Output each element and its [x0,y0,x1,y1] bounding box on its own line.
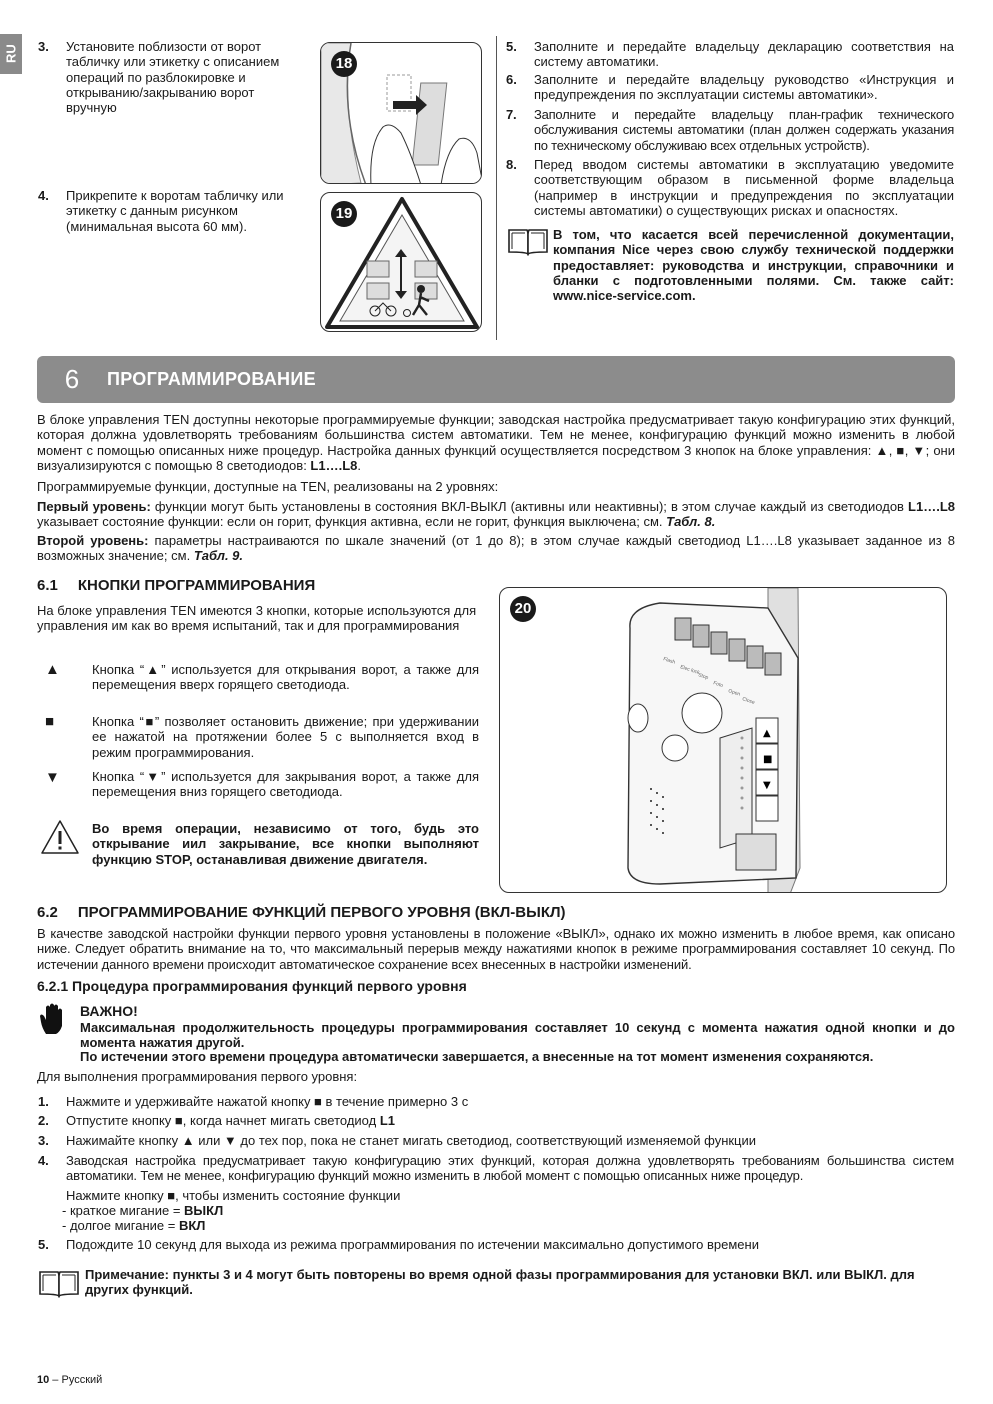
stop-warning: Во время операции, независимо от того, будь это открывание иил закрывание, все кнопки выполняют функцию STOP, останавливая движение двигателя. [92,821,479,867]
heading-6-2-1: 6.2.1 Процедура программирования функций первого уровня [37,978,467,994]
figure-number-19: 19 [331,201,357,227]
figure-number-18: 18 [331,51,357,77]
stop-square-icon: ■ [45,713,55,730]
button-down-description: Кнопка “▼” используется для закрывания ворот, а также для перемещения вниз горящего светодиода. [92,769,479,800]
short-blink-line: - краткое мигание = ВЫКЛ [62,1203,224,1218]
first-level-paragraph: Первый уровень: функции могут быть установлены в состояния ВКЛ-ВЫКЛ (активны или неактивны); в этом случае каждый из светодиодов L1….L8 указывает состояние функции: если он горит, функция активна, если не горит, функция выключена; см. Табл. 8. [37,499,955,530]
second-level-paragraph: Второй уровень: параметры настраиваются по шкале значений (от 1 до 8); в этом случае каждый светодиод L1….L8 указывает заданное из 8 возможных значение; см. Табл. 9. [37,533,955,564]
step-2: 2. Отпустите кнопку ■, когда начнет мигать светодиод L1 [38,1113,395,1128]
important-label: ВАЖНО! [80,1003,138,1019]
book-icon [38,1268,80,1298]
page-footer: 10 – Русский [37,1374,103,1386]
svg-text:Elec lock: Elec lock [679,664,701,677]
control-unit-illustration [500,588,947,893]
svg-text:Close: Close [741,696,756,706]
heading-6-1: 6.1 КНОПКИ ПРОГРАММИРОВАНИЯ [37,577,316,594]
warning-triangle-icon [40,818,80,856]
long-blink-line: - долгое мигание = ВКЛ [62,1218,206,1233]
section-6-2-text: В качестве заводской настройки функции первого уровня установлены в положение «ВЫКЛ», однако их можно изменить в любое время, как описано ниже. Следует обратить внимание на то, что максимальный перерыв между нажатиями кнопок в режиме программирования составляет 10 секунд. По истечении данного времени происходит автоматическое сохранение всех внесенных в настройки изменений. [37,926,955,972]
step-5: 5. Подождите 10 секунд для выхода из режима программирования по истечении максимально допустимого времени [38,1237,759,1252]
book-icon [507,226,549,256]
heading-6-2: 6.2 ПРОГРАММИРОВАНИЕ ФУНКЦИЙ ПЕРВОГО УРОВНЯ (ВКЛ-ВЫКЛ) [37,904,566,921]
step-4: 4. Заводская настройка предусматривает такую конфигурацию этих функций, которая должна удовлетворять требованиям большинства систем автоматики. Тем не менее, конфигурацию функций можно изменить в любой момент с помощью описанных ниже процедур. [38,1153,954,1184]
svg-text:Stop: Stop [697,672,710,682]
repeat-note: Примечание: пункты 3 и 4 могут быть повторены во время одной фазы программирования для установки ВКЛ. или ВЫКЛ. для других функций. [85,1267,915,1298]
important-text-1: Максимальная продолжительность процедуры программирования составляет 10 секунд с момента нажатия одной кнопки и до момента нажатия другой. [80,1020,955,1051]
button-up-description: Кнопка “▲” используется для открывания ворот, а также для перемещения вверх горящего светодиода. [92,662,479,693]
section-title: ПРОГРАММИРОВАНИЕ [107,368,316,389]
svg-text:Foto: Foto [712,680,724,689]
list-item-4: 4. Прикрепите к воротам табличку или этикетку с данным рисунком (минимальная высота 60 мм). [38,188,284,234]
svg-text:Open: Open [727,688,741,698]
list-item-6: 6. Заполните и передайте владельцу руководство «Инструкция и предупреждения по эксплуатации системы автоматики». [506,72,954,103]
buttons-intro: На блоке управления TEN имеются 3 кнопки, которые используются для управления им как во время испытаний, так и для программирования [37,603,477,634]
up-arrow-icon: ▲ [45,661,60,678]
levels-paragraph: Программируемые функции, доступные на TEN, реализованы на 2 уровнях: [37,479,499,494]
steps-lead: Для выполнения программирования первого уровня: [37,1069,358,1084]
list-item-5: 5. Заполните и передайте владельцу декларацию соответствия на систему автоматики. [506,39,954,70]
list-item-3: 3. Установите поблизости от ворот табличку или этикетку с описанием операций по разблокировке и открыванию/закрыванию ворот вручную [38,39,280,116]
figure-20 [499,587,947,893]
list-item-7: 7. Заполните и передайте владельцу план-график технического обслуживания системы автоматики (план должен содержать указания по техническому обслуживаю всех отдельных устройств). [506,107,954,153]
figure-number-20: 20 [510,596,536,622]
intro-paragraph: В блоке управления TEN доступны некоторые программируемые функции; заводская настройка предусматривает такую конфигурацию этих функций, которая должна удовлетворять требованиям большинства систем автоматики. Тем не менее, конфигурацию функций можно изменить в любой момент с помощью описанных ниже процедур. Настройка данных функций осуществляется посредством 3 кнопок на блоке управления: ▲, ■, ▼; они визуализируются с помощью 8 светодиодов: L1….L8. [37,412,955,473]
documentation-note: В том, что касается всей перечисленной документации, компания Nice через свою службу технической поддержки предоставляет: руководства и инструкции, справочники и бланки с подготовленными полями. См. также сайт: www.nice-service.com. [553,227,954,304]
language-tab: RU [0,34,22,74]
column-divider [496,36,497,340]
list-item-8: 8. Перед вводом системы автоматики в эксплуатацию уведомите соответствующим образом в письменной форме владельца (например в инструкции и предупреждения по эксплуатации системы автоматики) о существующих рисках и опасностях. [506,157,954,218]
figure-18 [320,42,482,184]
svg-text:▲: ▲ [763,728,771,739]
important-text-2: По истечении этого времени процедура автоматически завершается, а внесенные на тот момент изменения сохраняются. [80,1049,874,1064]
svg-text:■: ■ [763,754,773,765]
step-3: 3. Нажимайте кнопку ▲ или ▼ до тех пор, пока не станет мигать светодиод, соответствующий изменяемой функции [38,1133,757,1148]
step-4-instruction: Нажмите кнопку ■, чтобы изменить состояние функции [66,1188,401,1203]
figure-19 [320,192,482,332]
svg-text:▼: ▼ [763,780,771,791]
svg-text:Flash: Flash [662,656,676,666]
button-stop-description: Кнопка “■” позволяет остановить движение; при удерживании ее нажатой на протяжении более 5 с выполняется вход в режим программирования. [92,714,479,760]
down-arrow-icon: ▼ [45,769,60,786]
section-6-header [37,356,955,403]
step-1: 1. Нажмите и удерживайте нажатой кнопку ■ в течение примерно 3 с [38,1094,469,1109]
section-number: 6 [64,364,80,395]
hand-stop-icon [38,1002,66,1036]
